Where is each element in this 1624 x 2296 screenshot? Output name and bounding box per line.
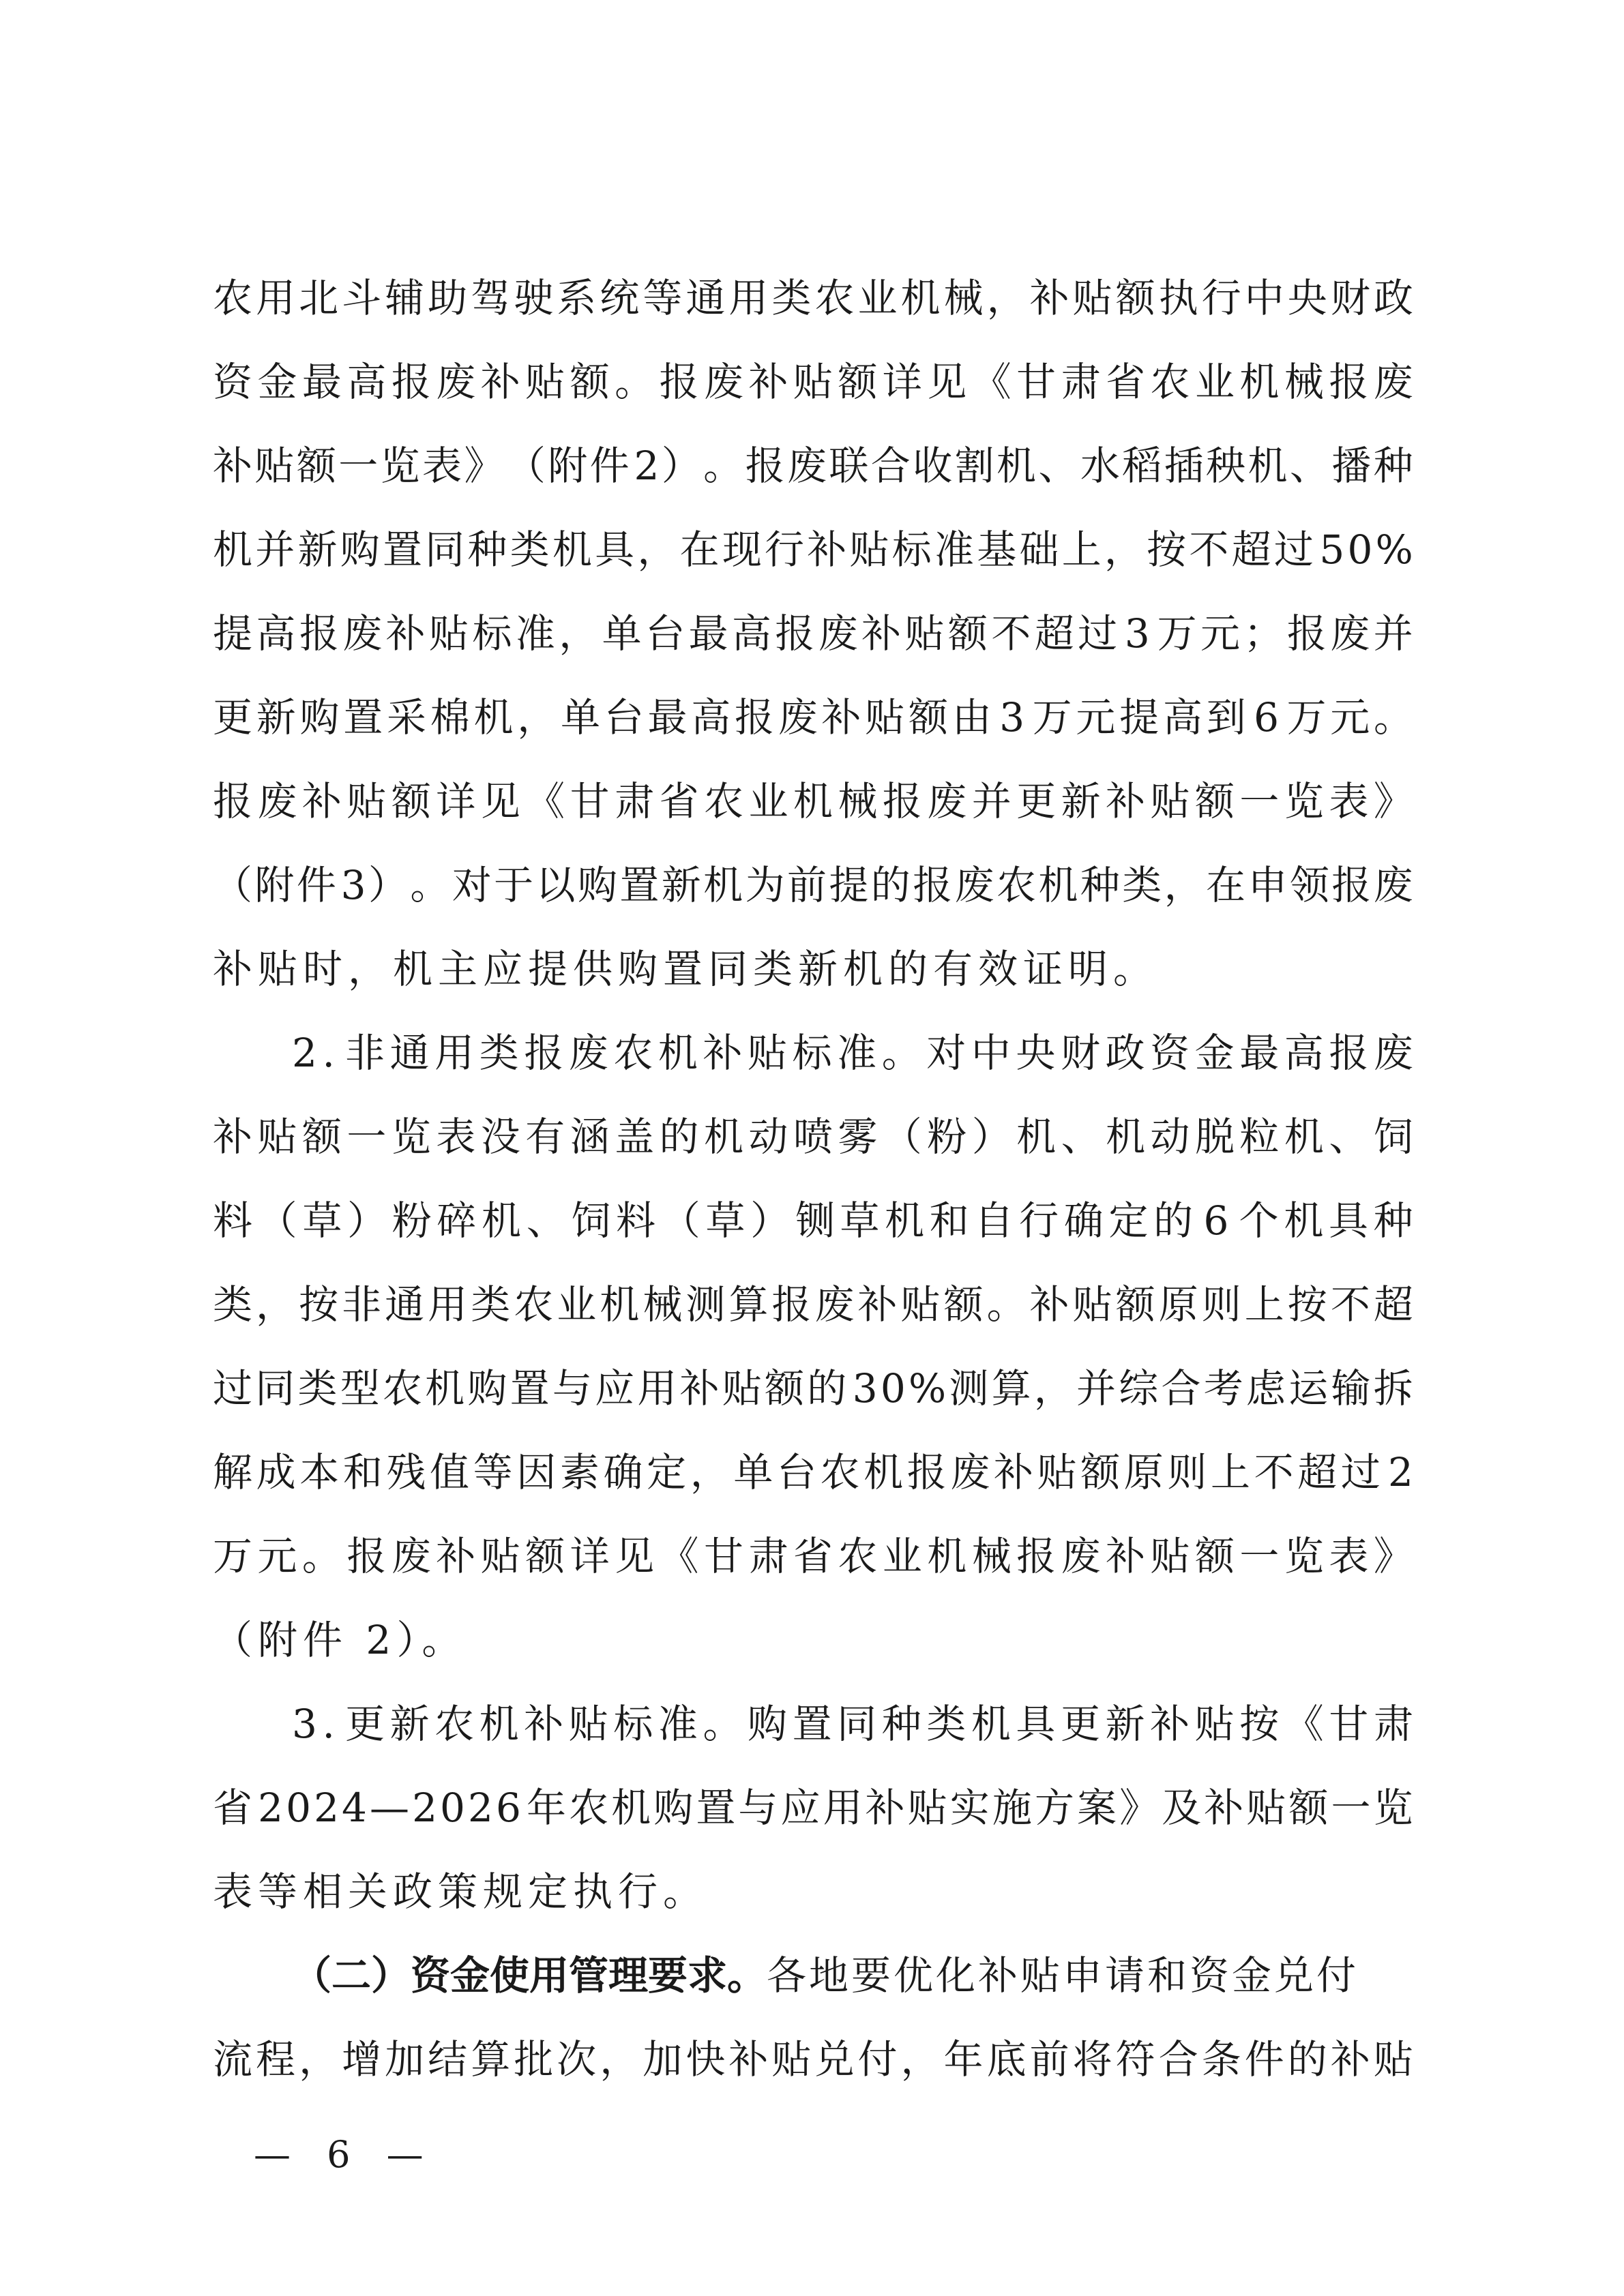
- subsection-text: 各地要优化补贴申请和资金兑付: [767, 1952, 1359, 1999]
- text-line: 提 高 报 废 补 贴 标 准 ， 单 台 最 高 报 废 补 贴 额 不 超 过 3 万 元 ； 报 废 并: [213, 610, 1413, 657]
- text-line: 类 ， 按 非 通 用 类 农 业 机 械 测 算 报 废 补 贴 额 。 补 贴 额 原 则 上 按 不 超: [213, 1281, 1413, 1328]
- subsection-heading-line: [213, 1934, 1413, 2018]
- text-line: 补贴时，机主应提供购置同类新机的有效证明。: [213, 946, 1159, 992]
- section-3-heading-line: 3 . 更 新 农 机 补 贴 标 准 。 购 置 同 种 类 机 具 更 新 补 贴 按 《 甘 肃: [292, 1701, 1413, 1747]
- section-2-heading-line: 2 . 非 通 用 类 报 废 农 机 补 贴 标 准 。 对 中 央 财 政 资 金 最 高 报 废: [292, 1030, 1413, 1076]
- body-text: [213, 256, 1413, 2102]
- text-line: （ 附 件 3 ） 。 对 于 以 购 置 新 机 为 前 提 的 报 废 农 机 种 类 ， 在 申 领 报 废: [213, 862, 1413, 908]
- text-line: 农 用 北 斗 辅 助 驾 驶 系 统 等 通 用 类 农 业 机 械 ， 补 贴 额 执 行 中 央 财 政: [213, 275, 1413, 321]
- text-line: 资 金 最 高 报 废 补 贴 额 。 报 废 补 贴 额 详 见 《 甘 肃 省 农 业 机 械 报 废: [213, 359, 1413, 405]
- text-line: 料 （ 草 ） 粉 碎 机 、 饲 料 （ 草 ） 铡 草 机 和 自 行 确 定 的 6 个 机 具 种: [213, 1197, 1413, 1244]
- text-line: 万 元 。 报 废 补 贴 额 详 见 《 甘 肃 省 农 业 机 械 报 废 补 贴 额 一 览 表 》: [213, 1533, 1413, 1579]
- text-line: 流 程 ， 增 加 结 算 批 次 ， 加 快 补 贴 兑 付 ， 年 底 前 将 符 合 条 件 的 补 贴: [213, 2036, 1413, 2083]
- text-line: 报 废 补 贴 额 详 见 《 甘 肃 省 农 业 机 械 报 废 并 更 新 补 贴 额 一 览 表 》: [213, 778, 1413, 824]
- text-line: 过 同 类 型 农 机 购 置 与 应 用 补 贴 额 的 3 0 % 测 算 ， 并 综 合 考 虑 运 输 拆: [213, 1365, 1413, 1412]
- text-line: 更 新 购 置 采 棉 机 ， 单 台 最 高 报 废 补 贴 额 由 3 万 元 提 高 到 6 万 元 。: [213, 694, 1413, 741]
- subsection-heading: （二）资金使用管理要求。: [292, 1952, 767, 1999]
- text-line: （附件 2）。: [213, 1617, 467, 1663]
- text-line: 解 成 本 和 残 值 等 因 素 确 定 ， 单 台 农 机 报 废 补 贴 额 原 则 上 不 超 过 2: [213, 1449, 1413, 1495]
- page-number: — 6 —: [254, 2133, 436, 2176]
- text-line: 表等相关政策规定执行。: [213, 1868, 709, 1915]
- text-line: 补 贴 额 一 览 表 没 有 涵 盖 的 机 动 喷 雾 （ 粉 ） 机 、 机 动 脱 粒 机 、 饲: [213, 1114, 1413, 1160]
- text-line: 补 贴 额 一 览 表 》 （ 附 件 2 ） 。 报 废 联 合 收 割 机 、 水 稻 插 秧 机 、 播 种: [213, 443, 1413, 489]
- text-line: 机 并 新 购 置 同 种 类 机 具 ， 在 现 行 补 贴 标 准 基 础 上 ， 按 不 超 过 5 0 %: [213, 526, 1413, 573]
- text-line: 省 2 0 2 4 — 2 0 2 6 年 农 机 购 置 与 应 用 补 贴 实 施 方 案 》 及 补 贴 额 一 览: [213, 1785, 1413, 1831]
